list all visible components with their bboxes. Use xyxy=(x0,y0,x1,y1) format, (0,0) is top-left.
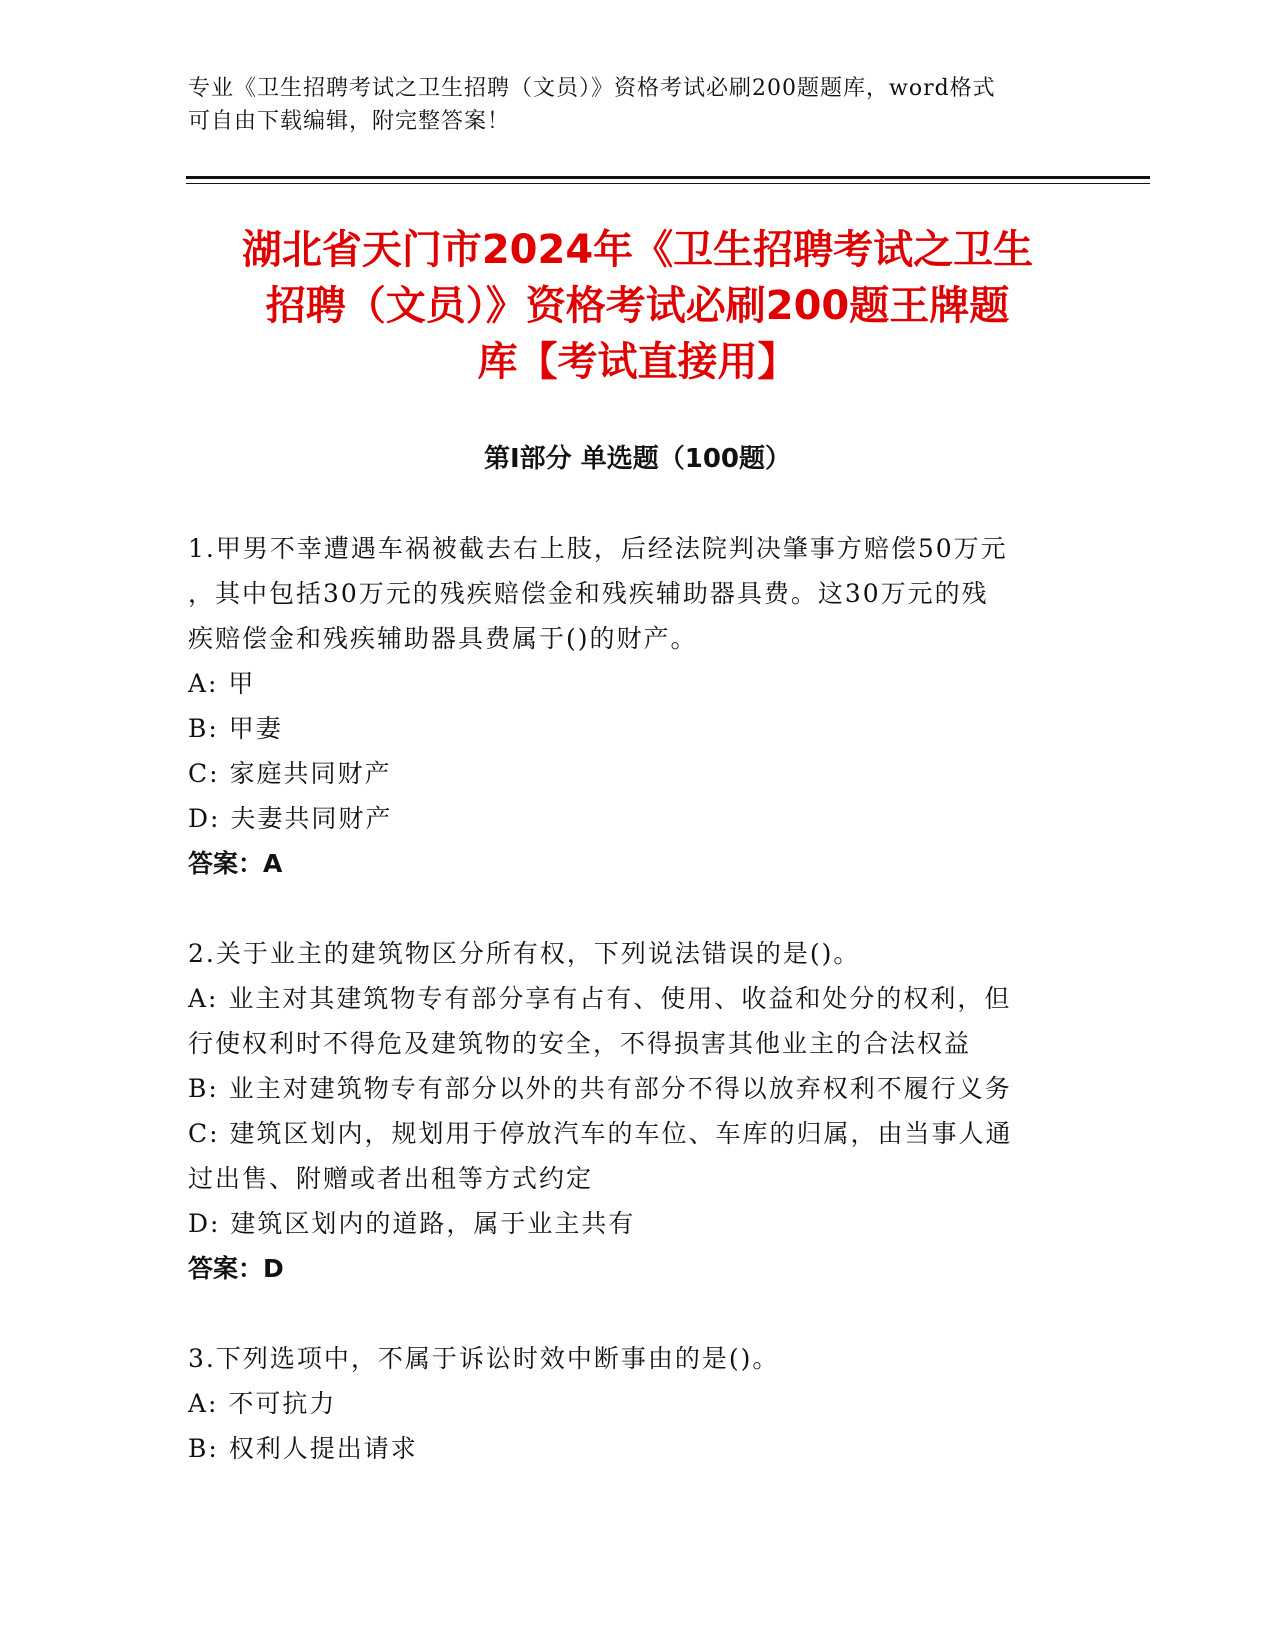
header-divider-thick xyxy=(186,176,1150,179)
question-stem: 疾赔偿金和残疾辅助器具费属于()的财产。 xyxy=(188,624,698,653)
option-c: C: 建筑区划内，规划用于停放汽车的车位、车库的归属，由当事人通 xyxy=(188,1119,1013,1148)
question-list xyxy=(188,526,1088,1516)
option-d: D: 建筑区划内的道路，属于业主共有 xyxy=(188,1209,636,1238)
question-2 xyxy=(188,931,1088,1291)
option-b: B: 权利人提出请求 xyxy=(188,1434,418,1463)
question-1 xyxy=(188,526,1088,886)
header-divider-thin xyxy=(186,183,1150,184)
title-line-3: 库【考试直接用】 xyxy=(477,339,798,385)
section-title: 第Ⅰ部分 单选题（100题） xyxy=(484,444,791,474)
option-c-continued: 过出售、附赠或者出租等方式约定 xyxy=(188,1164,594,1193)
question-3 xyxy=(188,1336,1088,1471)
option-d: D: 夫妻共同财产 xyxy=(188,804,393,833)
option-b: B: 业主对建筑物专有部分以外的共有部分不得以放弃权利不履行义务 xyxy=(188,1074,1012,1103)
question-stem: ，其中包括30万元的残疾赔偿金和残疾辅助器具费。这30万元的残 xyxy=(188,579,989,608)
option-a-continued: 行使权利时不得危及建筑物的安全，不得损害其他业主的合法权益 xyxy=(188,1029,972,1058)
document-title xyxy=(160,222,1115,390)
option-a: A: 甲 xyxy=(188,669,256,698)
option-a: A: 不可抗力 xyxy=(188,1389,337,1418)
option-a: A: 业主对其建筑物专有部分享有占有、使用、收益和处分的权利，但 xyxy=(188,984,1012,1013)
title-line-1: 湖北省天门市2024年《卫生招聘考试之卫生 xyxy=(241,227,1034,273)
question-stem: 3.下列选项中，不属于诉讼时效中断事由的是()。 xyxy=(188,1344,780,1373)
header-note-line-2: 可自由下载编辑，附完整答案！ xyxy=(188,109,511,134)
answer: 答案：D xyxy=(188,1254,284,1283)
question-stem: 2.关于业主的建筑物区分所有权，下列说法错误的是()。 xyxy=(188,939,861,968)
option-b: B: 甲妻 xyxy=(188,714,283,743)
option-c: C: 家庭共同财产 xyxy=(188,759,392,788)
header-note-line-1: 专业《卫生招聘考试之卫生招聘（文员）》资格考试必刷200题题库，word格式 xyxy=(188,76,996,101)
header-note xyxy=(188,72,1088,138)
title-line-2: 招聘（文员）》资格考试必刷200题王牌题 xyxy=(265,283,1010,329)
answer: 答案：A xyxy=(188,849,283,878)
question-stem: 1.甲男不幸遭遇车祸被截去右上肢，后经法院判决肇事方赔偿50万元 xyxy=(188,534,1008,563)
